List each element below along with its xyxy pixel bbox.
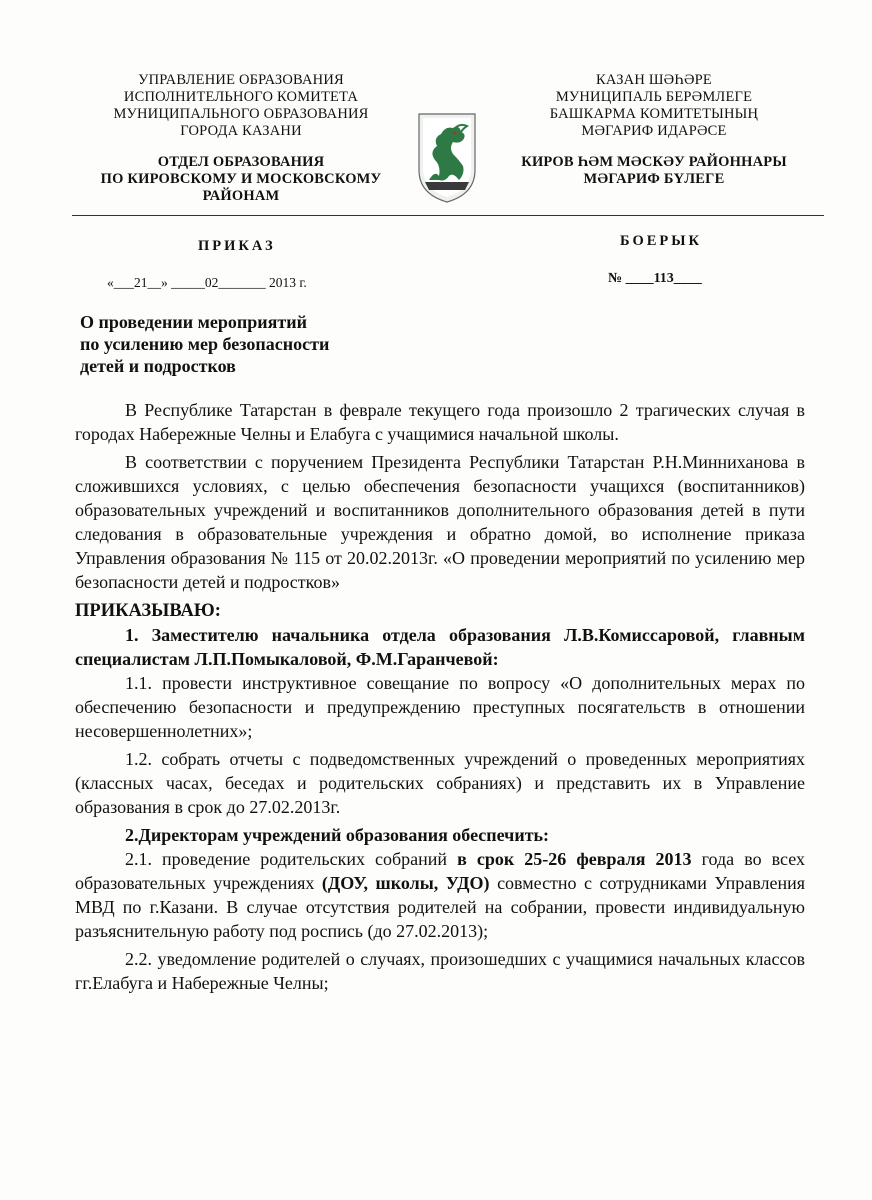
header-left [80,72,402,205]
header-right-line: КАЗАН ШӘҺӘРЕ [596,72,712,88]
header-left-line: УПРАВЛЕНИЕ ОБРАЗОВАНИЯ [138,72,344,88]
header-right-line: БАШКАРМА КОМИТЕТЫНЫҢ [549,106,759,122]
header-right [498,72,810,188]
department-line: ПО КИРОВСКОМУ И МОСКОВСКОМУ [100,171,382,187]
header-left-line: ГОРОДА КАЗАНИ [180,123,302,139]
header-right-line: МУНИЦИПАЛЬ БЕРӘМЛЕГЕ [555,89,753,105]
department-line: КИРОВ ҺӘМ МӘСКӘУ РАЙОННАРЫ [521,154,787,170]
subject-line: по усилению мер безопасности [80,334,330,354]
item-2-1-deadline: в срок 25-26 февраля 2013 [457,849,692,869]
department-line: МӘГАРИФ БҮЛЕГЕ [583,171,725,187]
item-2-1 [75,847,805,943]
item-2-heading: 2.Директорам учреждений образования обеспечить: [125,825,550,845]
order-verb: ПРИКАЗЫВАЮ: [75,601,221,621]
item-2-1-institutions: (ДОУ, школы, УДО) [321,873,490,893]
item-2-2: 2.2. уведомление родителей о случаях, произошедших с учащимися начальных классов гг.Елабуга и Набережные Челны; [75,949,805,993]
item-1-heading: 1. Заместителю начальника отдела образования Л.В.Комиссаровой, главным специалистам Л.П.Помыкаловой, Ф.М.Гаранчевой: [75,625,805,669]
item-2-1-text: совместно с сотрудниками Управления МВД по г.Казани. В случае отсутствия родителей на собрании, провести индивидуальную разъяснительную работу под роспись (до 27.02.2013); [75,873,805,941]
order-subject [80,311,380,377]
subject-line: О проведении мероприятий [80,312,307,332]
order-body [75,398,805,995]
header-right-department [498,154,810,188]
header-left-department [80,154,402,205]
department-line: ОТДЕЛ ОБРАЗОВАНИЯ [157,154,325,170]
paragraph-intro: В Республике Татарстан в феврале текущего года произошло 2 трагических случая в городах Набережные Челны и Елабуга с учащимися начальной школы. [75,400,805,444]
order-title-ru: ПРИКАЗ [198,238,276,254]
order-title-tt: БОЕРЫК [620,233,703,249]
order-date: «___21__» _____02_______ 2013 г. [107,275,307,290]
item-2-1-text: года во всех образовательных учреждениях [75,849,806,893]
subject-line: детей и подростков [80,356,236,376]
header-divider [72,215,824,216]
kazan-emblem-icon [415,110,479,204]
department-line: РАЙОНАМ [202,188,280,204]
header-right-line: МӘГАРИФ ИДАРӘСЕ [581,123,727,139]
header-left-line: МУНИЦИПАЛЬНОГО ОБРАЗОВАНИЯ [113,106,369,122]
item-2-1-text: 2.1. проведение родительских собраний [125,849,458,869]
paragraph-basis: В соответствии с поручением Президента Республики Татарстан Р.Н.Минниханова в сложившихся условиях, с целью обеспечения безопасности учащихся (воспитанников) образовательных учреждений и воспитанников дополнительного образования детей в пути следования в образовательные учреждения и обратно домой, во исполнение приказа Управления образования № 115 от 20.02.2013г. «О проведении мероприятий по усилению мер безопасности детей и подростков» [75,452,805,592]
header-left-line: ИСПОЛНИТЕЛЬНОГО КОМИТЕТА [123,89,359,105]
item-1-2: 1.2. собрать отчеты с подведомственных учреждений о проведенных мероприятиях (классных часах, беседах и родительских собраниях) и представить их в Управление образования в срок до 27.02.2013г. [75,749,805,817]
item-1-1: 1.1. провести инструктивное совещание по вопросу «О дополнительных мерах по обеспечению безопасности и предупреждению преступных посягательств в отношении несовершеннолетних»; [75,673,805,741]
order-number: № ____113____ [608,271,702,286]
